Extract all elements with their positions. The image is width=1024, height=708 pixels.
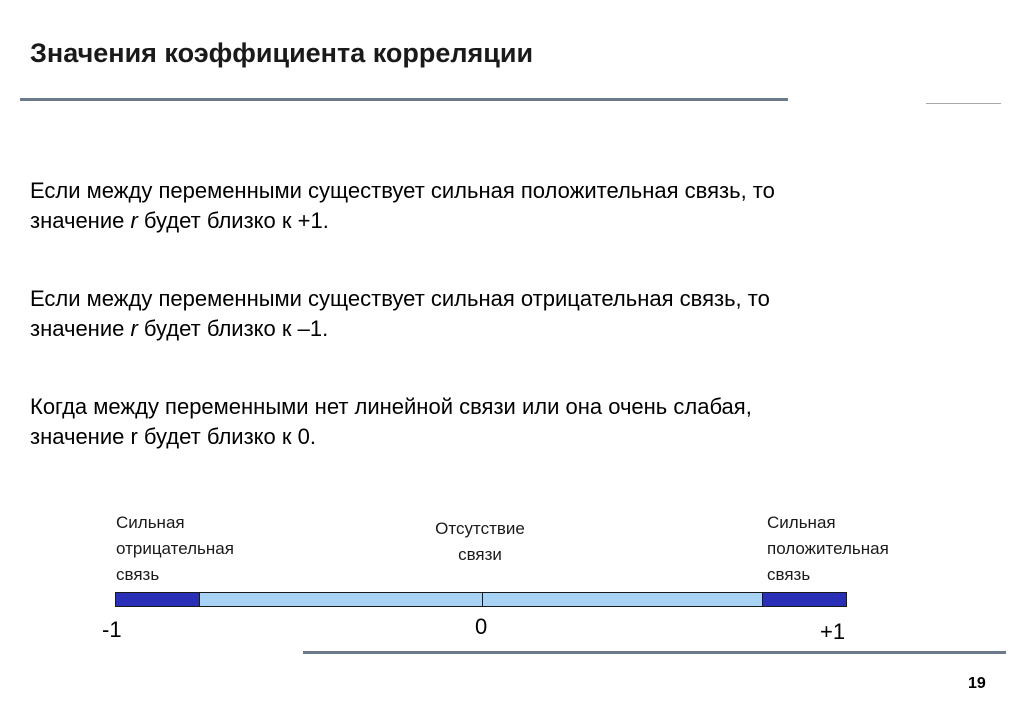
scale-label-negative: [116, 510, 234, 588]
tick-minus-one: -1: [102, 617, 122, 642]
paragraph-line: Если между переменными существует сильная положительная связь, то: [30, 178, 775, 203]
scale-label-line: связи: [458, 545, 502, 564]
scale-label-line: положительная: [767, 539, 889, 558]
paragraph-text: будет близко к –1.: [137, 316, 329, 341]
segment-divider: [199, 593, 200, 606]
tick-plus-one: +1: [820, 619, 846, 644]
paragraph-line: Если между переменными существует сильная отрицательная связь, то: [30, 286, 770, 311]
paragraph-positive: [30, 176, 996, 236]
variable-r: r: [130, 316, 138, 341]
scale-label-line: отрицательная: [116, 539, 234, 558]
scale-label-line: связь: [116, 565, 160, 584]
title-divider-accent: [926, 103, 1001, 104]
zero-marker: [482, 593, 483, 606]
variable-r: r: [130, 208, 138, 233]
paragraph-negative: [30, 284, 996, 344]
paragraph-text: значение: [30, 316, 131, 341]
page-number: 19: [968, 675, 986, 692]
scale-label-line: Сильная: [116, 513, 185, 532]
strong-negative-segment: [116, 593, 199, 606]
scale-label-none: [410, 516, 550, 568]
scale-label-line: Отсутствие: [435, 519, 525, 538]
title-divider: [20, 98, 788, 101]
paragraph-line: Когда между переменными нет линейной связи или она очень слабая,: [30, 394, 752, 419]
footer-divider: [303, 651, 1006, 654]
correlation-scale-bar: [115, 592, 847, 607]
strong-positive-segment: [763, 593, 846, 606]
paragraph-text: значение: [30, 208, 131, 233]
scale-label-line: Сильная: [767, 513, 836, 532]
scale-label-positive: [767, 510, 889, 588]
paragraph-text: значение r будет близко к 0.: [30, 424, 316, 449]
slide-title: Значения коэффициента корреляции: [30, 38, 534, 68]
paragraph-none: [30, 392, 996, 452]
paragraph-text: будет близко к +1.: [137, 208, 329, 233]
scale-label-line: связь: [767, 565, 811, 584]
tick-zero: 0: [475, 614, 488, 639]
